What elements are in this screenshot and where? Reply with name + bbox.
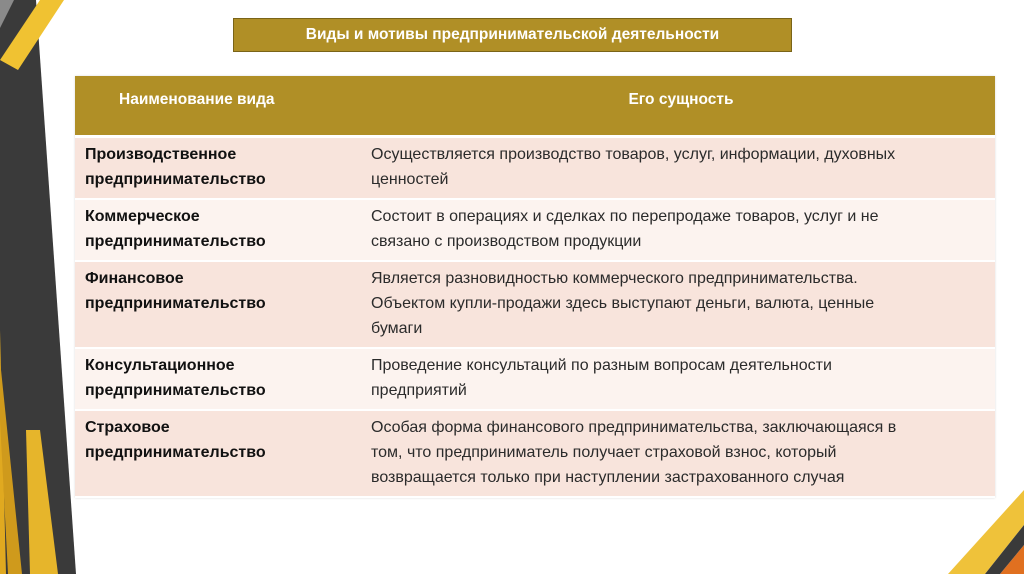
essence-line: Объектом купли-продажи здесь выступают деньги, валюта, ценные <box>371 295 875 312</box>
table-row <box>75 261 995 348</box>
type-name-line: Коммерческое <box>85 208 200 225</box>
type-essence-cell <box>367 410 995 497</box>
essence-line: Является разновидностью коммерческого предпринимательства. <box>371 270 858 287</box>
type-name-line: предпринимательство <box>85 233 266 250</box>
essence-line: ценностей <box>371 171 449 188</box>
table-row <box>75 410 995 497</box>
essence-line: связано с производством продукции <box>371 233 642 250</box>
slide-title: Виды и мотивы предпринимательской деятельности <box>233 18 792 52</box>
table-row <box>75 199 995 261</box>
type-name-line: предпринимательство <box>85 295 266 312</box>
type-name-line: предпринимательство <box>85 382 266 399</box>
types-table <box>75 76 995 498</box>
essence-line: том, что предприниматель получает страховой взнос, который <box>371 444 837 461</box>
type-name-cell <box>75 199 367 261</box>
type-name-line: предпринимательство <box>85 171 266 188</box>
type-name-line: предпринимательство <box>85 444 266 461</box>
essence-line: Осуществляется производство товаров, услуг, информации, духовных <box>371 146 896 163</box>
type-essence-cell <box>367 199 995 261</box>
column-header-essence: Его сущность <box>367 76 995 137</box>
type-essence-cell <box>367 137 995 200</box>
essence-line: Особая форма финансового предпринимательства, заключающаяся в <box>371 419 897 436</box>
table-row <box>75 137 995 200</box>
type-name-line: Консультационное <box>85 357 235 374</box>
column-header-name: Наименование вида <box>75 76 367 137</box>
type-name-cell <box>75 261 367 348</box>
type-name-line: Страховое <box>85 419 170 436</box>
type-essence-cell <box>367 348 995 410</box>
essence-line: возвращается только при наступлении застрахованного случая <box>371 469 845 486</box>
essence-line: Состоит в операциях и сделках по перепродаже товаров, услуг и не <box>371 208 879 225</box>
table-header-row <box>75 76 995 137</box>
type-name-cell <box>75 348 367 410</box>
essence-line: предприятий <box>371 382 467 399</box>
table-row <box>75 348 995 410</box>
type-name-cell <box>75 410 367 497</box>
essence-line: бумаги <box>371 320 423 337</box>
type-essence-cell <box>367 261 995 348</box>
type-name-cell <box>75 137 367 200</box>
essence-line: Проведение консультаций по разным вопросам деятельности <box>371 357 832 374</box>
type-name-line: Финансовое <box>85 270 184 287</box>
type-name-line: Производственное <box>85 146 237 163</box>
